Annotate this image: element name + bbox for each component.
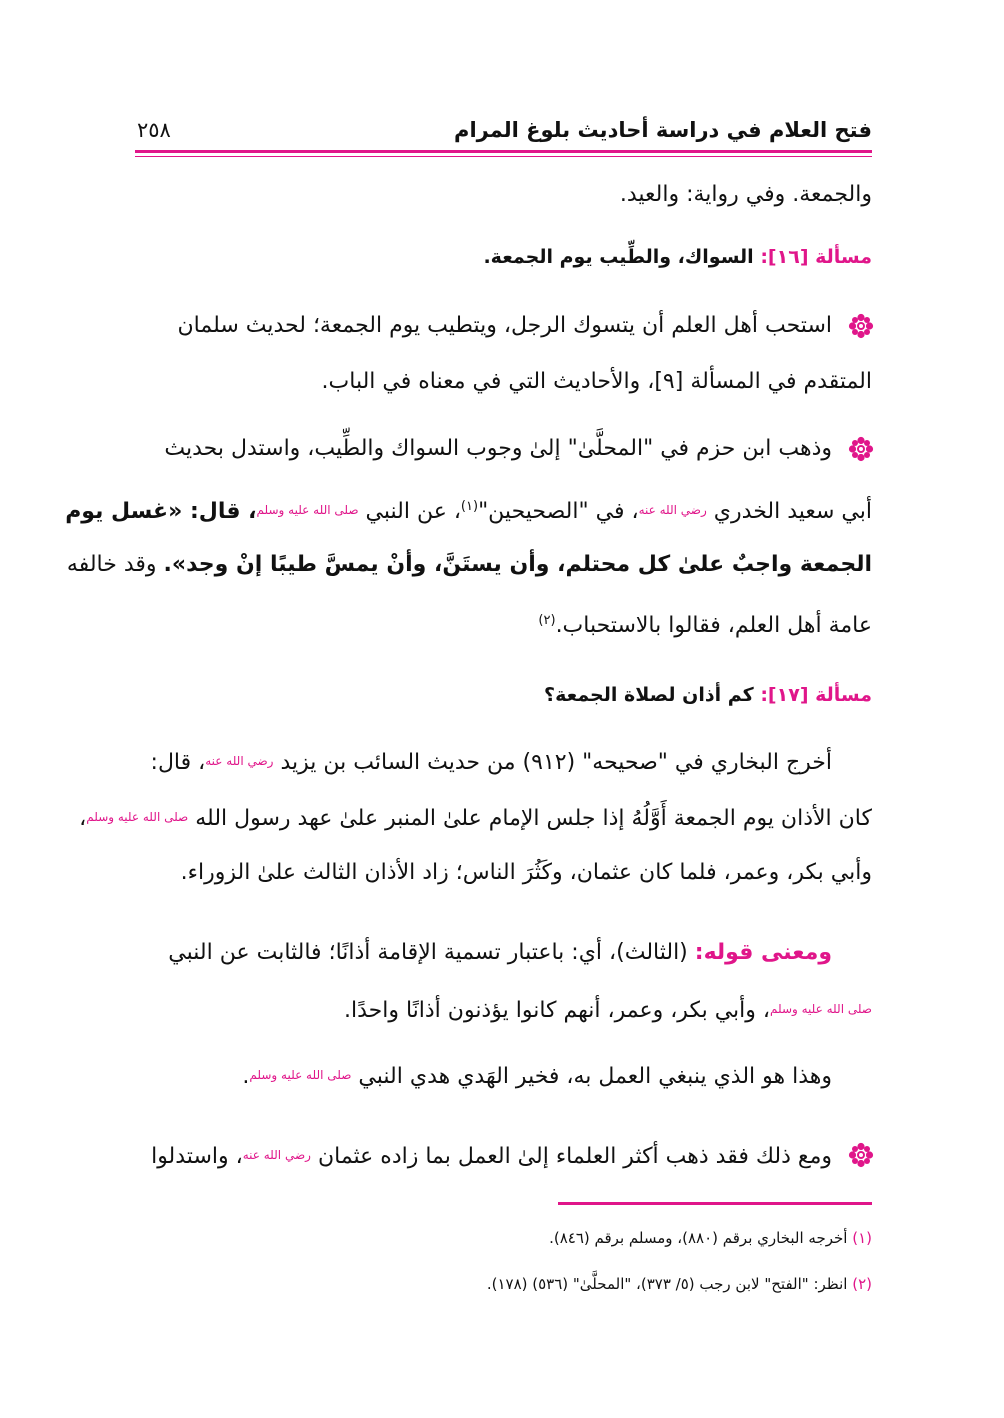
text-line bbox=[65, 484, 872, 530]
text-line bbox=[132, 986, 872, 1032]
text-line: وذهب ابن حزم في "المحلَّىٰ" إلىٰ وجوب السواك والطِّيب، واستدل بحديث bbox=[164, 436, 832, 461]
salawat-honorific: صلى الله عليه وسلم bbox=[86, 810, 189, 824]
text-run: عامة أهل العلم، فقالوا بالاستحباب. bbox=[555, 613, 872, 638]
text-line bbox=[66, 542, 872, 588]
text-line bbox=[132, 598, 872, 644]
footnote-separator bbox=[558, 1202, 872, 1205]
footnote-number: (١) bbox=[852, 1229, 872, 1247]
paragraph-4 bbox=[132, 930, 872, 1032]
text-line bbox=[132, 1132, 872, 1178]
text-run: ، وأبي بكر، وعمر، أنهم كانوا يؤذنون أذانًا واحدًا. bbox=[343, 998, 770, 1023]
paragraph-2 bbox=[65, 426, 872, 644]
text-run: كان الأذان يوم الجمعة أَوَّلُهُ إذا جلس الإمام علىٰ المنبر علىٰ عهد رسول الله bbox=[195, 806, 872, 831]
text-line: المتقدم في المسألة [٩]، والأحاديث التي في معناه في الباب. bbox=[321, 369, 872, 394]
text-run: ، في "الصحيحين" bbox=[478, 499, 639, 524]
hadith-text: الجمعة واجبٌ علىٰ كل محتلم، وأن يستَنَّ، وأنْ يمسَّ طيبًا إنْ وجد». bbox=[163, 552, 872, 577]
intro-paragraph bbox=[132, 172, 872, 218]
salawat-honorific: صلى الله عليه وسلم bbox=[249, 1068, 352, 1082]
footnote-number: (٢) bbox=[852, 1275, 872, 1293]
paragraph-3 bbox=[79, 738, 872, 896]
text-line bbox=[132, 738, 872, 784]
salawat-honorific: صلى الله عليه وسلم bbox=[256, 503, 359, 517]
text-run: أخرج البخاري في "صحيحه" (٩١٢) من حديث السائب بن يزيد bbox=[280, 750, 832, 775]
paragraph-6 bbox=[132, 1132, 872, 1178]
text-line bbox=[79, 794, 872, 840]
text-run: ، واستدلوا bbox=[151, 1144, 243, 1169]
text-run: ، قال: bbox=[150, 750, 206, 775]
question-title: كم أذان لصلاة الجمعة؟ bbox=[544, 684, 754, 706]
question-label: مسألة [١٦]: bbox=[760, 246, 872, 268]
text-line: وأبي بكر، وعمر، فلما كان عثمان، وكَثُرَ الناس؛ زاد الأذان الثالث علىٰ الزوراء. bbox=[180, 860, 872, 885]
text-run: . bbox=[242, 1064, 250, 1089]
text-line bbox=[132, 930, 872, 976]
text-run: أبي سعيد الخدري bbox=[713, 499, 872, 524]
paragraph-1 bbox=[132, 303, 872, 405]
text-run: ، عن النبي bbox=[365, 499, 461, 524]
question-label: مسألة [١٧]: bbox=[760, 684, 872, 706]
footnote-text: أخرجه البخاري برقم (٨٨٠)، ومسلم برقم (٨٤٦). bbox=[549, 1229, 848, 1247]
meaning-label: ومعنى قوله: bbox=[694, 940, 832, 965]
footnote-1 bbox=[549, 1226, 872, 1250]
page-number: ٢٥٨ bbox=[137, 118, 171, 142]
paragraph-5 bbox=[132, 1052, 872, 1098]
text-run: ، bbox=[79, 806, 87, 831]
radiallahu-honorific: رضي الله عنه bbox=[242, 1148, 311, 1162]
question-17-heading bbox=[132, 680, 872, 710]
book-title: فتح العلام في دراسة أحاديث بلوغ المرام bbox=[454, 118, 872, 142]
header-rule-thin bbox=[135, 156, 872, 157]
hadith-text: ، قال: «غسل يوم bbox=[65, 499, 257, 524]
text-run: وقد خالفه bbox=[66, 552, 157, 577]
text-run: وهذا هو الذي ينبغي العمل به، فخير الهَدي هدي النبي bbox=[358, 1064, 832, 1089]
footnote-2 bbox=[487, 1272, 872, 1296]
text-line: والجمعة. وفي رواية: والعيد. bbox=[619, 182, 872, 207]
text-run: ومع ذلك فقد ذهب أكثر العلماء إلىٰ العمل بما زاده عثمان bbox=[317, 1144, 832, 1169]
radiallahu-honorific: رضي الله عنه bbox=[638, 503, 707, 517]
footnote-ref-2[interactable]: (٢) bbox=[538, 613, 556, 628]
radiallahu-honorific: رضي الله عنه bbox=[205, 754, 274, 768]
text-line bbox=[132, 1052, 872, 1098]
header-rule-thick bbox=[135, 150, 872, 153]
footnote-text: انظر: "الفتح" لابن رجب (٥/ ٣٧٣)، "المحلَّىٰ" (٥٣٦) (١٧٨). bbox=[486, 1275, 848, 1293]
footnote-ref-1[interactable]: (١) bbox=[460, 499, 479, 514]
text-line: استحب أهل العلم أن يتسوك الرجل، ويتطيب يوم الجمعة؛ لحديث سلمان bbox=[177, 313, 832, 338]
salawat-honorific: صلى الله عليه وسلم bbox=[770, 1002, 872, 1016]
question-16-heading bbox=[132, 242, 872, 272]
text-run: (الثالث)، أي: باعتبار تسمية الإقامة أذانًا؛ فالثابت عن النبي bbox=[168, 940, 688, 965]
question-title: السواك، والطِّيب يوم الجمعة. bbox=[483, 246, 754, 268]
